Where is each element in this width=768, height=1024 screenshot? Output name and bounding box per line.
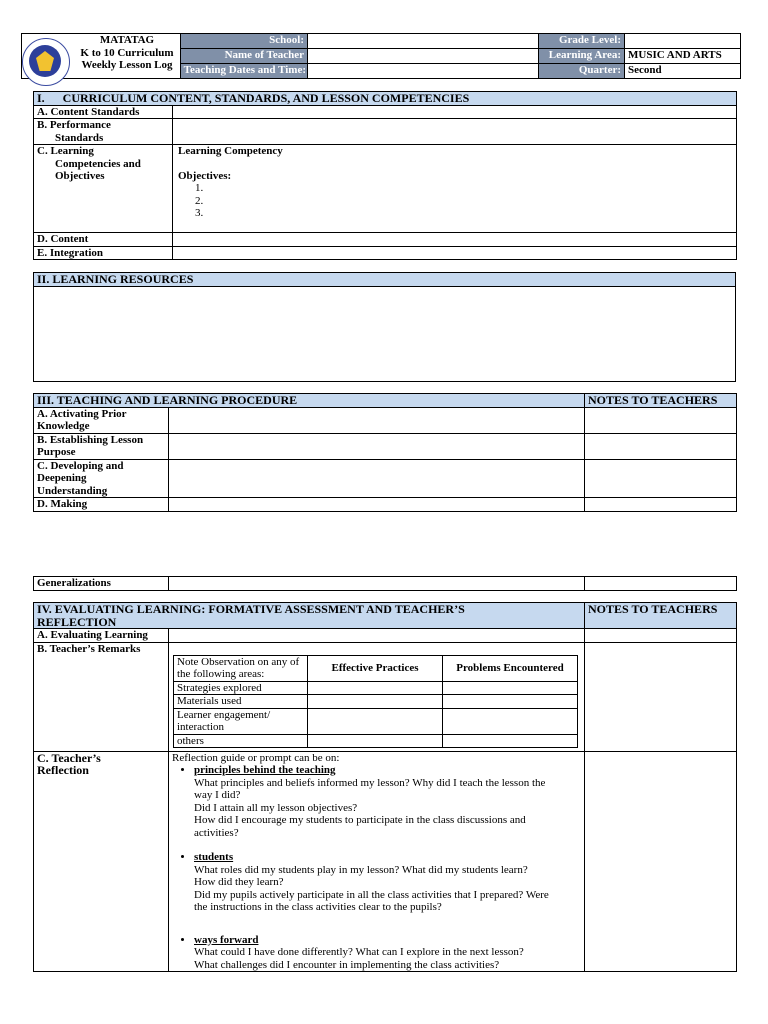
engagement-problems[interactable] xyxy=(443,708,578,734)
evaluating-notes[interactable] xyxy=(585,629,737,643)
brand-line1: MATATAG xyxy=(99,34,155,46)
teacher-field[interactable] xyxy=(308,49,539,64)
making-label: D. Making xyxy=(34,498,169,512)
grade-field[interactable] xyxy=(625,34,741,49)
school-field[interactable] xyxy=(308,34,539,49)
integration-label: E. Integration xyxy=(34,246,173,260)
dates-field[interactable] xyxy=(308,64,539,79)
teachers-reflection-field xyxy=(169,751,585,972)
section4-title: IV. EVALUATING LEARNING: FORMATIVE ASSESSMENT AND TEACHER’S REFLECTION xyxy=(34,603,585,629)
integration-field[interactable] xyxy=(173,246,737,260)
brand-cell xyxy=(22,34,181,79)
engagement-row-label: Learner engagement/ interaction xyxy=(174,708,308,734)
making-field[interactable] xyxy=(169,498,585,512)
section1-title: I. CURRICULUM CONTENT, STANDARDS, AND LESSON COMPETENCIES xyxy=(34,92,737,106)
deped-seal-logo xyxy=(22,38,70,86)
reflection-list xyxy=(172,764,581,971)
generalizations-notes[interactable] xyxy=(585,577,737,591)
content-label: D. Content xyxy=(34,233,173,247)
teacher-label: Name of Teacher xyxy=(181,49,308,64)
quarter-value[interactable]: Second xyxy=(625,64,741,79)
section3-table xyxy=(33,393,737,512)
objectives-list xyxy=(178,182,733,220)
brand-line3: Weekly Lesson Log xyxy=(81,59,173,71)
making-notes[interactable] xyxy=(585,498,737,512)
area-value[interactable]: MUSIC AND ARTS xyxy=(625,49,741,64)
quarter-label: Quarter: xyxy=(539,64,625,79)
grade-label: Grade Level: xyxy=(539,34,625,49)
section3-notes-header: NOTES TO TEACHERS xyxy=(585,394,737,408)
principles-item: • principles behind the teaching What principles and beliefs informed my lesson? Why did I teach the lesson the way I did? Did I attain all my lesson objectives? How did I encourage my students to participate in the class discussions and activities? xyxy=(194,764,581,851)
learning-competency-label: Learning Competency xyxy=(178,145,283,157)
establishing-notes[interactable] xyxy=(585,433,737,459)
learning-resources-field[interactable] xyxy=(34,286,736,381)
header-table xyxy=(21,33,741,79)
performance-standards-label: B. Performance Standards xyxy=(34,119,173,145)
others-problems[interactable] xyxy=(443,734,578,748)
engagement-effective[interactable] xyxy=(308,708,443,734)
school-label: School: xyxy=(181,34,308,49)
activating-notes[interactable] xyxy=(585,407,737,433)
effective-practices-header: Effective Practices xyxy=(308,655,443,681)
problems-encountered-header: Problems Encountered xyxy=(443,655,578,681)
area-label: Learning Area: xyxy=(539,49,625,64)
developing-label: C. Developing and Deepening Understanding xyxy=(34,459,169,498)
strategies-problems[interactable] xyxy=(443,681,578,695)
content-standards-field[interactable] xyxy=(173,105,737,119)
developing-field[interactable] xyxy=(169,459,585,498)
section3-title: III. TEACHING AND LEARNING PROCEDURE xyxy=(34,394,585,408)
students-item: • students What roles did my students play in my lesson? What did my students learn? How did they learn? Did my pupils actively participate in all the class activities that I prepared? Were the instructions in the class activities clear to the pupils? xyxy=(194,851,581,934)
section2-table xyxy=(33,272,736,382)
activating-prior-knowledge-label: A. Activating Prior Knowledge xyxy=(34,407,169,433)
activating-field[interactable] xyxy=(169,407,585,433)
teachers-reflection-label: C. Teacher’s Reflection xyxy=(34,751,169,972)
establishing-field[interactable] xyxy=(169,433,585,459)
objectives-label: Objectives: xyxy=(178,169,232,182)
dates-label: Teaching Dates and Time: xyxy=(181,64,308,79)
teachers-remarks-field xyxy=(169,642,585,751)
content-standards-label: A. Content Standards xyxy=(34,105,173,119)
competencies-label: C. Learning Competencies and Objectives xyxy=(34,145,173,233)
competencies-field[interactable] xyxy=(173,145,737,233)
reflection-notes[interactable] xyxy=(585,751,737,972)
observation-header: Note Observation on any of the following areas: xyxy=(174,655,308,681)
others-effective[interactable] xyxy=(308,734,443,748)
section4-notes-header: NOTES TO TEACHERS xyxy=(585,603,737,629)
materials-problems[interactable] xyxy=(443,695,578,709)
materials-row-label: Materials used xyxy=(174,695,308,709)
observation-table xyxy=(173,655,578,749)
generalizations-table xyxy=(33,576,737,591)
teachers-remarks-label: B. Teacher’s Remarks xyxy=(34,642,169,751)
section1-table xyxy=(33,91,737,260)
performance-standards-field[interactable] xyxy=(173,119,737,145)
section4-table xyxy=(33,602,737,972)
brand-line2: K to 10 Curriculum xyxy=(80,46,174,59)
ways-forward-item: • ways forward What could I have done differently? What can I explore in the next lesson? What challenges did I encounter in implementing the class activities? xyxy=(194,934,581,972)
strategies-effective[interactable] xyxy=(308,681,443,695)
establishing-purpose-label: B. Establishing Lesson Purpose xyxy=(34,433,169,459)
evaluating-field[interactable] xyxy=(169,629,585,643)
strategies-row-label: Strategies explored xyxy=(174,681,308,695)
developing-notes[interactable] xyxy=(585,459,737,498)
evaluating-learning-label: A. Evaluating Learning xyxy=(34,629,169,643)
section2-title: II. LEARNING RESOURCES xyxy=(34,273,736,287)
reflection-guide: Reflection guide or prompt can be on: xyxy=(172,751,340,764)
content-field[interactable] xyxy=(173,233,737,247)
materials-effective[interactable] xyxy=(308,695,443,709)
generalizations-label: Generalizations xyxy=(34,577,169,591)
others-row-label: others xyxy=(174,734,308,748)
generalizations-field[interactable] xyxy=(169,577,585,591)
remarks-notes[interactable] xyxy=(585,642,737,751)
